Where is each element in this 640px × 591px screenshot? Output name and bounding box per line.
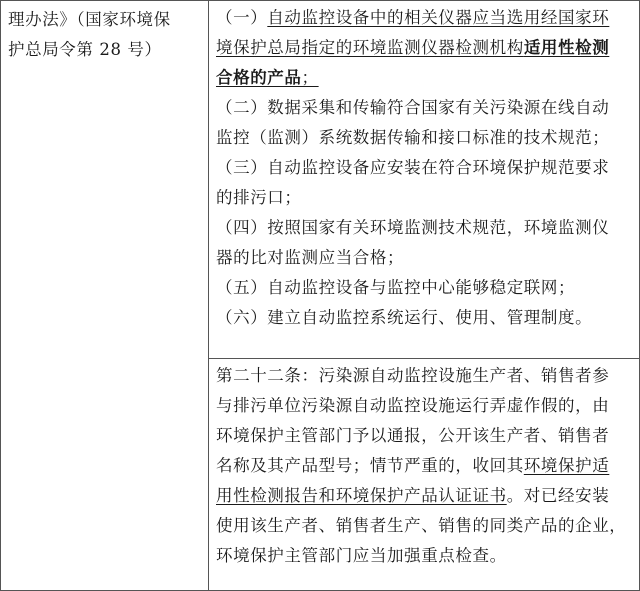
underlined-text: 境保护总局指定的环境监测仪器检测机构 xyxy=(216,38,524,57)
requirement-item-1-cont xyxy=(216,33,635,63)
article-line: 环境保护主管部门予以通报，公开该生产者、销售者 xyxy=(216,426,610,445)
article-line: 第二十二条：污染源自动监控设施生产者、销售者参 xyxy=(216,366,610,385)
requirement-item-4-cont: 器的比对监测应当合格； xyxy=(216,248,405,267)
article-line xyxy=(216,481,635,511)
underlined-text: 用性检测报告和环境保护产品认证证书 xyxy=(216,486,507,505)
underlined-text: ； xyxy=(301,68,319,87)
requirement-item-5: （五）自动监控设备与监控中心能够稳定联网； xyxy=(216,278,576,297)
requirement-item-2: （二）数据采集和传输符合国家有关污染源在线自动 xyxy=(216,98,610,117)
regulation-name-cell xyxy=(1,1,209,591)
article-line xyxy=(216,451,635,481)
item-number: （一） xyxy=(216,8,268,27)
bold-underlined-text: 合格的产品 xyxy=(216,68,302,87)
regulation-name-line: 护总局令第 28 号） xyxy=(8,40,162,59)
article-line: 与排污单位污染源自动监控设施运行弄虚作假的，由 xyxy=(216,396,610,415)
article-22-cell xyxy=(209,359,640,591)
regulation-name-line: 理办法》（国家环境保 xyxy=(8,10,171,29)
requirement-item-6: （六）建立自动监控系统运行、使用、管理制度。 xyxy=(216,308,593,327)
article-line: 环境保护主管部门应当加强重点检查。 xyxy=(216,546,507,565)
requirement-item-1 xyxy=(216,3,635,33)
underlined-text: 自动监控设备中的相关仪器应当选用经国家环 xyxy=(267,8,610,27)
underlined-text: 环境保护适 xyxy=(523,456,610,475)
requirement-item-3: （三）自动监控设备应安装在符合环境保护规范要求 xyxy=(216,158,610,177)
table-row xyxy=(1,1,640,359)
article-text: 名称及其产品型号；情节严重的，收回其 xyxy=(216,456,524,475)
article-text: 。对已经安装 xyxy=(506,486,610,505)
bold-underlined-text: 适用性检测 xyxy=(523,38,610,57)
requirement-item-1-end xyxy=(216,63,635,93)
article-line: 使用该生产者、销售者生产、销售的同类产品的企业， xyxy=(216,516,627,535)
requirement-item-3-cont: 的排污口； xyxy=(216,188,302,207)
requirement-item-2-cont: 监控（监测）系统数据传输和接口标准的技术规范； xyxy=(216,128,610,147)
requirements-cell xyxy=(209,1,640,359)
requirement-item-4: （四）按照国家有关环境监测技术规范，环境监测仪 xyxy=(216,218,610,237)
